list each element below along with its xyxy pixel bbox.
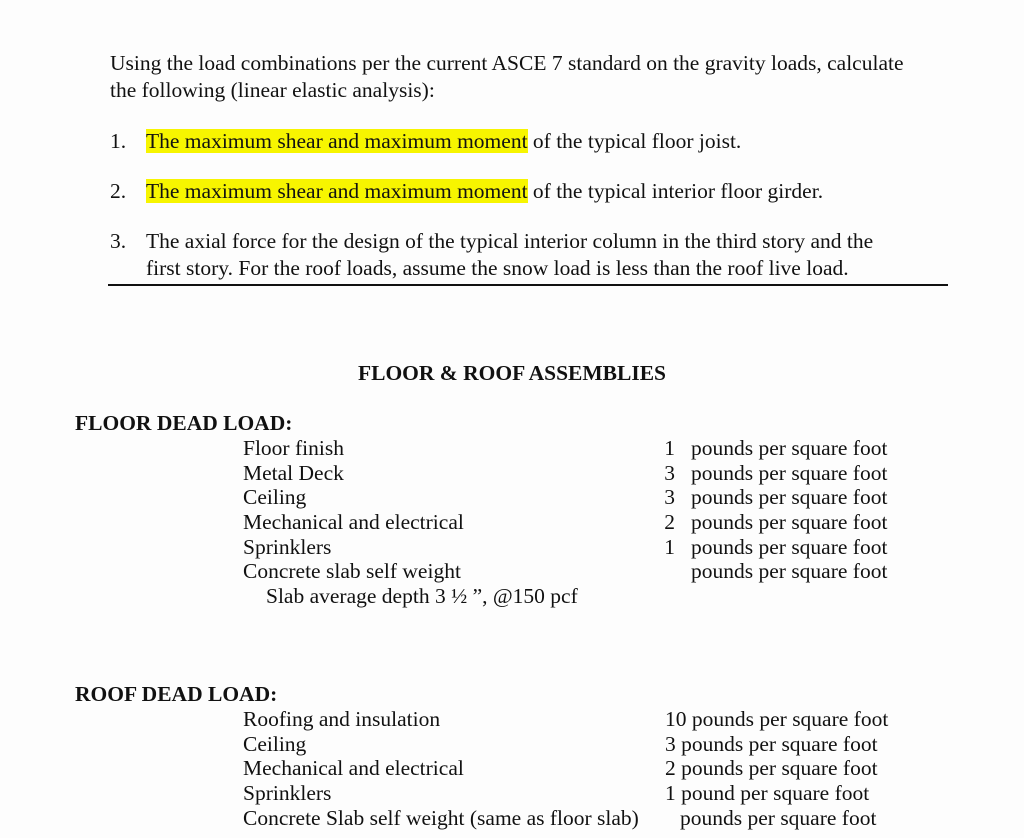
floor-load-row (0, 559, 1024, 584)
section-title: FLOOR & ROOF ASSEMBLIES (357, 361, 667, 385)
question-text (146, 228, 946, 282)
load-value: 3 (664, 461, 675, 485)
question-text (146, 178, 823, 205)
question-line-1: The axial force for the design of the typical interior column in the third story and the (146, 229, 874, 253)
question-line-2: first story. For the roof loads, assume the snow load is less than the roof live load. (146, 256, 849, 280)
load-value: 2 (664, 510, 675, 534)
load-unit: pounds per square foot (691, 535, 888, 559)
intro-paragraph: Using the load combinations per the current ASCE 7 standard on the gravity loads, calculate the following (linear elastic analysis): (110, 51, 904, 102)
load-value: 3 pounds per square foot (665, 732, 878, 756)
load-value: 2 pounds per square foot (665, 756, 878, 780)
load-unit: pounds per square foot (691, 436, 888, 460)
question-number: 2. (110, 179, 127, 203)
floor-load-row (0, 485, 1024, 510)
load-value: 10 pounds per square foot (665, 707, 889, 731)
load-label: Mechanical and electrical (243, 510, 464, 534)
load-unit: pounds per square foot (691, 461, 888, 485)
question-number: 3. (110, 229, 127, 253)
load-label: Concrete Slab self weight (same as floor slab) (243, 806, 639, 830)
question-rest: of the typical interior floor girder. (532, 179, 824, 203)
question-number: 1. (110, 129, 127, 153)
load-label: Sprinklers (243, 535, 332, 559)
section-divider (108, 284, 948, 286)
load-label: Sprinklers (243, 781, 332, 805)
highlighted-text: The maximum shear and maximum moment (146, 179, 528, 203)
load-value: 1 (664, 535, 675, 559)
floor-dead-load-heading: FLOOR DEAD LOAD: (75, 411, 293, 435)
highlighted-text: The maximum shear and maximum moment (146, 129, 528, 153)
floor-load-row (0, 510, 1024, 535)
floor-load-row (0, 436, 1024, 461)
slab-note-row (0, 584, 1024, 609)
load-label: Mechanical and electrical (243, 756, 464, 780)
roof-dead-load-heading: ROOF DEAD LOAD: (75, 682, 278, 706)
load-label: Ceiling (243, 485, 307, 509)
load-unit: pounds per square foot (691, 485, 888, 509)
load-unit: pounds per square foot (691, 510, 888, 534)
load-unit: pounds per square foot (691, 559, 888, 583)
load-value: pounds per square foot (680, 806, 877, 830)
floor-load-row (0, 535, 1024, 560)
load-label: Roofing and insulation (243, 707, 441, 731)
floor-load-row (0, 461, 1024, 486)
roof-load-row (0, 732, 1024, 757)
question-rest: of the typical floor joist. (532, 129, 742, 153)
load-value: 1 pound per square foot (665, 781, 870, 805)
question-text (146, 128, 741, 155)
roof-load-row (0, 756, 1024, 781)
load-value: 1 (664, 436, 675, 460)
load-value: 3 (664, 485, 675, 509)
roof-load-row (0, 781, 1024, 806)
slab-note: Slab average depth 3 ½ ”, @150 pcf (266, 584, 578, 608)
load-label: Metal Deck (243, 461, 344, 485)
roof-load-row (0, 806, 1024, 831)
roof-load-row (0, 707, 1024, 732)
load-label: Concrete slab self weight (243, 559, 461, 583)
load-label: Floor finish (243, 436, 344, 460)
load-label: Ceiling (243, 732, 307, 756)
